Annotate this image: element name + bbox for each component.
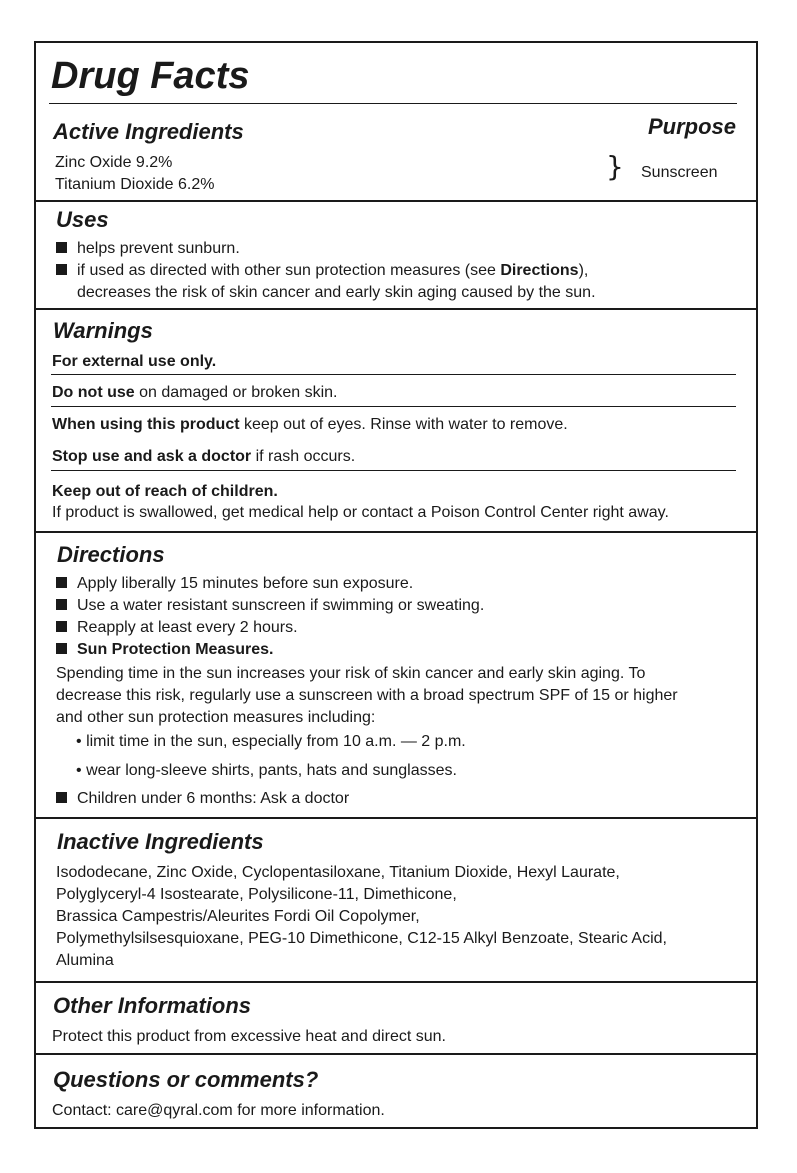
warnings-divider (51, 374, 736, 375)
other-informations-text: Protect this product from excessive heat and direct sun. (52, 1028, 446, 1045)
warnings-heading: Warnings (53, 318, 153, 343)
warning-keep-out-of-reach: Keep out of reach of children. (52, 483, 278, 500)
questions-section (36, 1053, 756, 1129)
bullet-dot: • (76, 762, 82, 779)
bullet-square (56, 643, 67, 654)
directions-item-children: Children under 6 months: Ask a doctor (56, 789, 349, 809)
inactive-ingredients-heading: Inactive Ingredients (57, 829, 264, 854)
questions-heading: Questions or comments? (53, 1067, 319, 1092)
uses-heading: Uses (56, 207, 109, 232)
ingredient-titanium-dioxide: Titanium Dioxide 6.2% (55, 176, 215, 193)
uses-section (36, 200, 756, 310)
warning-external-use: For external use only. (52, 353, 217, 370)
directions-heading: Directions (57, 542, 165, 567)
drug-facts-panel (34, 41, 758, 1129)
purpose-heading: Purpose (647, 114, 736, 139)
other-informations-section (36, 981, 756, 1055)
warning-when-using: When using this product keep out of eyes. Rinse with water to remove. (52, 416, 568, 433)
warnings-divider (51, 406, 736, 407)
uses-item-1: helps prevent sunburn. (56, 239, 240, 259)
bullet-square (56, 621, 67, 632)
sun-protection-paragraph: Spending time in the sun increases your risk of skin cancer and early skin aging. To decrease this risk, regularly use a sunscreen with a broad spectrum SPF of 15 or higher and other sun protection measures including: (56, 665, 678, 726)
warning-stop-use: Stop use and ask a doctor if rash occurs. (52, 448, 356, 465)
directions-item-sun-protection: Sun Protection Measures. (56, 640, 274, 660)
warnings-section (36, 308, 756, 533)
ingredient-zinc-oxide: Zinc Oxide 9.2% (55, 154, 173, 171)
directions-item: Use a water resistant sunscreen if swimming or sweating. (56, 596, 484, 616)
title-divider (49, 103, 737, 104)
bullet-square (56, 599, 67, 610)
bullet-square (56, 577, 67, 588)
uses-item-2-continued: decreases the risk of skin cancer and early skin aging caused by the sun. (77, 284, 596, 301)
inactive-ingredients-section (36, 817, 756, 983)
page-title: Drug Facts (51, 55, 250, 97)
warning-do-not-use: Do not use on damaged or broken skin. (52, 384, 338, 401)
bullet-square (56, 242, 67, 253)
inactive-ingredients-list: Isododecane, Zinc Oxide, Cyclopentasiloxane, Titanium Dioxide, Hexyl Laurate, Polyglyceryl-4 Isostearate, Polysilicone-11, Dimethicone, Brassica Campestris/Aleurites Fordi Oil Copolymer, Polymethylsilsesquioxane, PEG-10 Dimethicone, C12-15 Alkyl Benzoate, Stearic Acid, Alumina (56, 864, 667, 969)
bullet-dot: • (76, 733, 82, 750)
sub-bullet: • limit time in the sun, especially from 10 a.m. — 2 p.m. (76, 733, 466, 750)
bullet-square (56, 264, 67, 275)
purpose-sunscreen: Sunscreen (641, 164, 718, 181)
directions-item: Apply liberally 15 minutes before sun exposure. (56, 574, 413, 594)
other-informations-heading: Other Informations (53, 993, 252, 1018)
warning-swallowed: If product is swallowed, get medical help or contact a Poison Control Center right away. (52, 504, 669, 521)
contact-text: Contact: care@qyral.com for more information. (52, 1102, 385, 1119)
active-ingredients-heading: Active Ingredients (53, 119, 244, 144)
warnings-divider (51, 470, 736, 471)
brace-symbol: } (606, 150, 624, 183)
directions-section (36, 531, 756, 819)
active-ingredients-section (36, 43, 756, 200)
bullet-square (56, 792, 67, 803)
uses-item-2: if used as directed with other sun protection measures (see Directions), (56, 261, 588, 281)
sub-bullet: • wear long-sleeve shirts, pants, hats and sunglasses. (76, 762, 457, 779)
directions-item: Reapply at least every 2 hours. (56, 618, 298, 638)
